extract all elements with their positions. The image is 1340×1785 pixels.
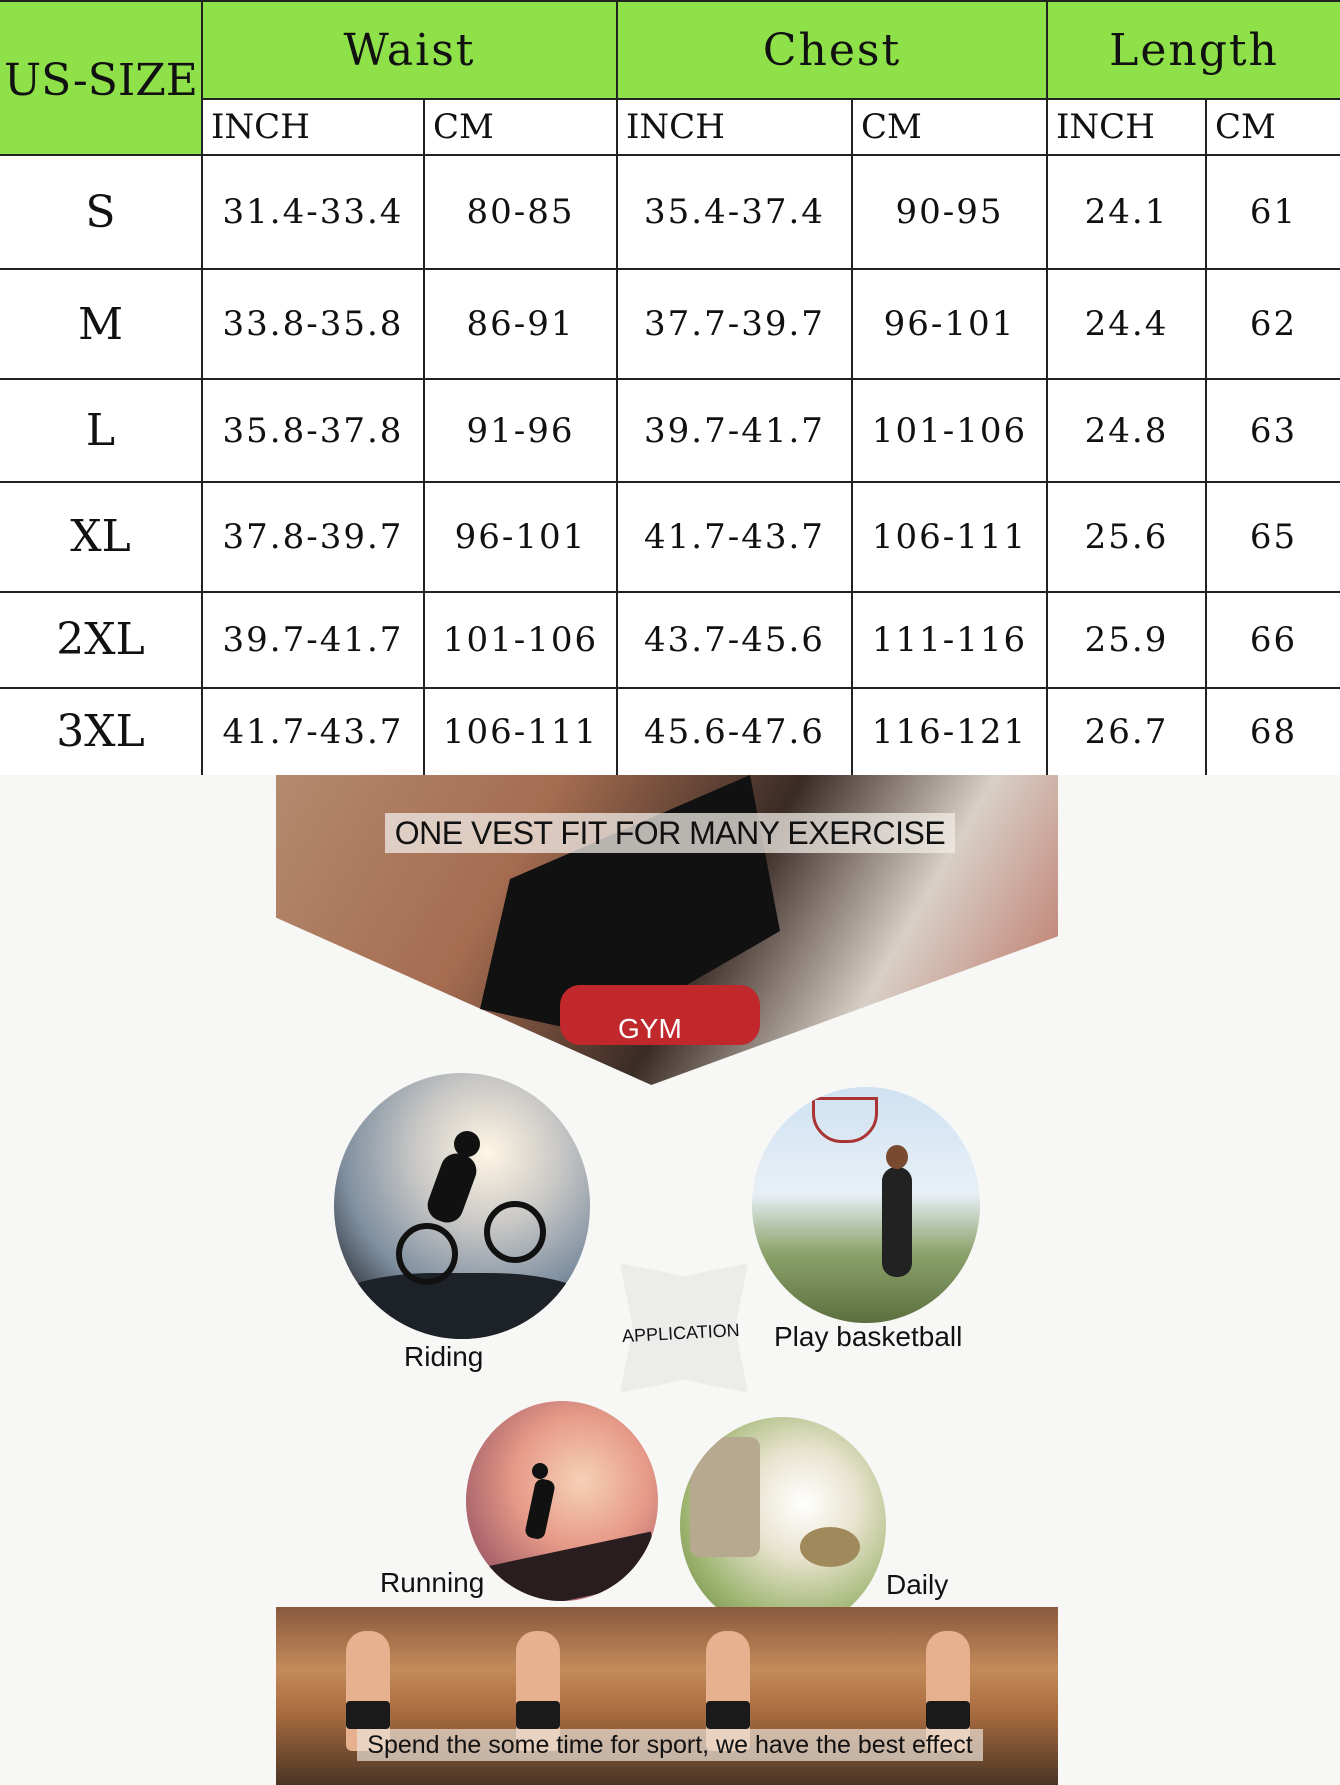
table-cell: 65 <box>1206 482 1340 592</box>
table-cell: 101-106 <box>424 592 617 688</box>
table-row <box>0 688 1340 775</box>
application-label: APPLICATION <box>621 1319 741 1347</box>
size-label: L <box>0 379 202 481</box>
table-cell: 96-101 <box>424 482 617 592</box>
table-cell: 106-111 <box>852 482 1047 592</box>
running-label: Running <box>380 1567 485 1598</box>
size-chart-table <box>0 0 1340 775</box>
table-cell: 37.8-39.7 <box>202 482 424 592</box>
table-cell: 111-116 <box>852 592 1047 688</box>
table-cell: 41.7-43.7 <box>617 482 852 592</box>
table-cell: 116-121 <box>852 688 1047 775</box>
poster-headline: ONE VEST FIT FOR MANY EXERCISE <box>0 815 1340 852</box>
table-cell: 63 <box>1206 379 1340 481</box>
gym-label: GYM <box>618 1013 682 1044</box>
table-cell: 106-111 <box>424 688 617 775</box>
table-cell: 68 <box>1206 688 1340 775</box>
daily-photo <box>680 1417 886 1633</box>
basketball-label: Play basketball <box>774 1321 963 1352</box>
table-cell: 101-106 <box>852 379 1047 481</box>
table-cell: 43.7-45.6 <box>617 592 852 688</box>
riding-photo <box>334 1073 590 1339</box>
table-cell: 61 <box>1206 155 1340 269</box>
table-cell: 26.7 <box>1047 688 1206 775</box>
length-header: Length <box>1047 1 1340 99</box>
table-cell: 25.6 <box>1047 482 1206 592</box>
size-label: 3XL <box>0 688 202 775</box>
table-cell: 91-96 <box>424 379 617 481</box>
table-cell: 45.6-47.6 <box>617 688 852 775</box>
table-cell: 24.1 <box>1047 155 1206 269</box>
waist-header: Waist <box>202 1 617 99</box>
table-cell: 33.8-35.8 <box>202 269 424 379</box>
table-cell: 90-95 <box>852 155 1047 269</box>
table-cell: 62 <box>1206 269 1340 379</box>
table-cell: 86-91 <box>424 269 617 379</box>
table-cell: 24.8 <box>1047 379 1206 481</box>
table-row <box>0 155 1340 269</box>
application-poster <box>0 775 1340 1785</box>
table-cell: 96-101 <box>852 269 1047 379</box>
unit-header: INCH <box>617 99 852 155</box>
table-cell: 25.9 <box>1047 592 1206 688</box>
size-label: M <box>0 269 202 379</box>
size-label: XL <box>0 482 202 592</box>
table-cell: 80-85 <box>424 155 617 269</box>
daily-label: Daily <box>886 1569 949 1600</box>
unit-header: CM <box>852 99 1047 155</box>
table-cell: 39.7-41.7 <box>202 592 424 688</box>
size-label: S <box>0 155 202 269</box>
table-row <box>0 482 1340 592</box>
unit-header: INCH <box>1047 99 1206 155</box>
unit-header: INCH <box>202 99 424 155</box>
unit-header: CM <box>1206 99 1340 155</box>
basketball-photo <box>752 1087 980 1323</box>
table-cell: 35.4-37.4 <box>617 155 852 269</box>
us-size-header: US-SIZE <box>0 1 202 155</box>
chest-header: Chest <box>617 1 1047 99</box>
table-row <box>0 269 1340 379</box>
size-label: 2XL <box>0 592 202 688</box>
table-cell: 31.4-33.4 <box>202 155 424 269</box>
table-cell: 41.7-43.7 <box>202 688 424 775</box>
table-row <box>0 379 1340 481</box>
table-cell: 37.7-39.7 <box>617 269 852 379</box>
unit-header: CM <box>424 99 617 155</box>
table-row <box>0 592 1340 688</box>
table-cell: 24.4 <box>1047 269 1206 379</box>
poster-tagline: Spend the some time for sport, we have the best effect <box>0 1731 1340 1760</box>
table-cell: 66 <box>1206 592 1340 688</box>
table-cell: 39.7-41.7 <box>617 379 852 481</box>
running-photo <box>466 1401 658 1601</box>
riding-label: Riding <box>404 1341 484 1372</box>
table-cell: 35.8-37.8 <box>202 379 424 481</box>
